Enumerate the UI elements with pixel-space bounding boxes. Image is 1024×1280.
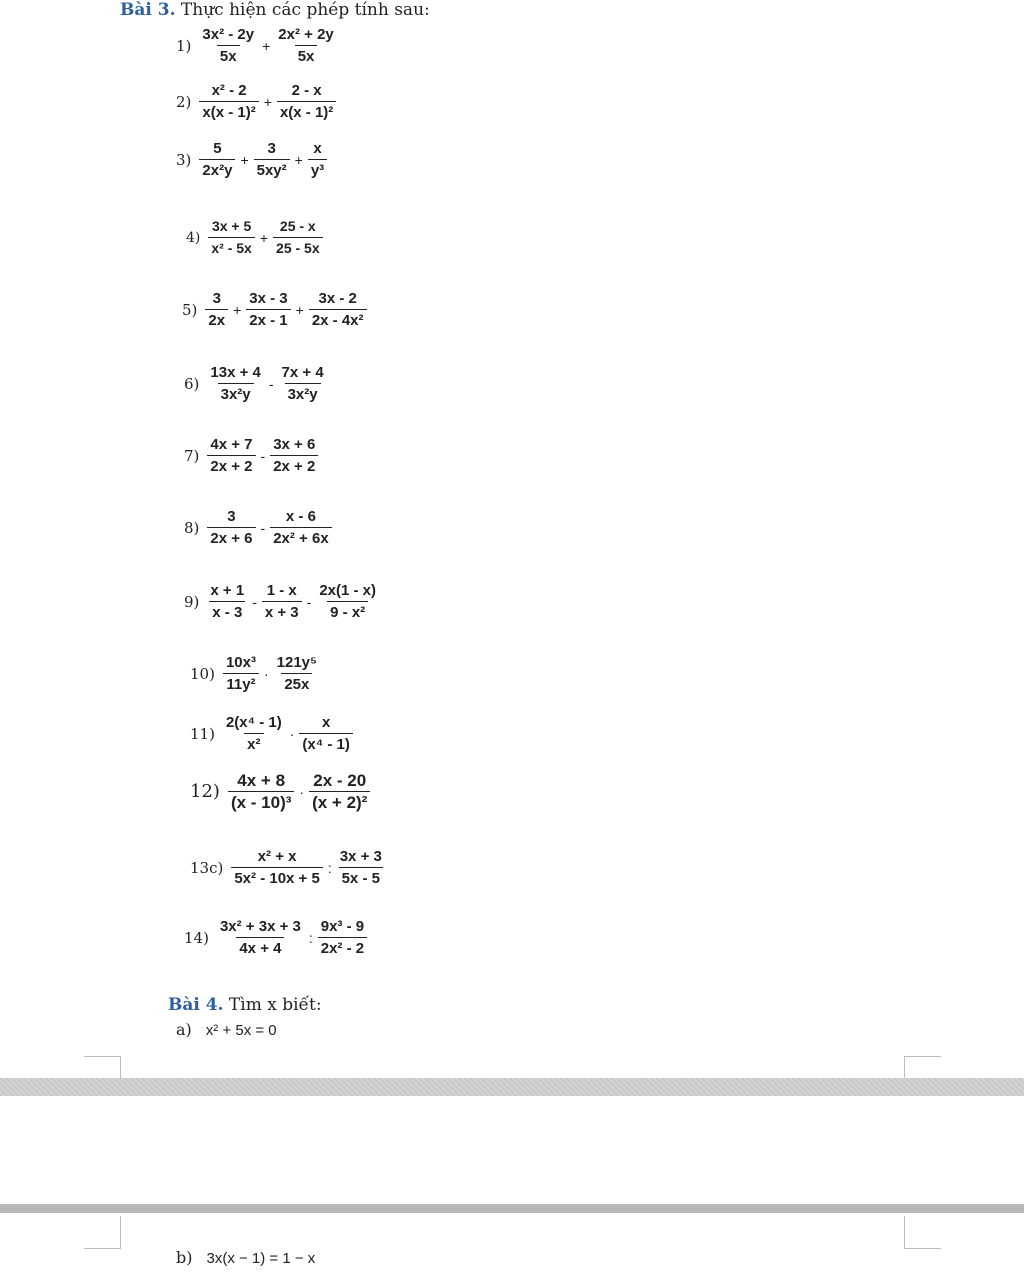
- problem-12: [190, 772, 372, 811]
- problem-number: 2): [176, 92, 192, 111]
- fraction: [316, 582, 379, 621]
- numerator: 3x - 3: [249, 290, 288, 307]
- denominator: 11y²: [223, 673, 258, 693]
- numerator: 2(x⁴ - 1): [225, 714, 282, 731]
- operator: +: [233, 301, 242, 318]
- denominator: 25 - 5x: [273, 237, 323, 257]
- numerator: 2x - 20: [313, 771, 367, 790]
- problem-3: [176, 140, 329, 179]
- numerator: x² + x: [257, 848, 297, 865]
- numerator: x + 1: [210, 582, 245, 599]
- numerator: x: [321, 714, 331, 731]
- problem-number: 11): [190, 724, 215, 743]
- problem-7: [184, 436, 320, 475]
- problem-14: [184, 918, 369, 957]
- fraction: [199, 140, 235, 179]
- numerator: 10x³: [225, 654, 256, 671]
- numerator: 3: [227, 508, 236, 525]
- fraction: [205, 290, 228, 329]
- numerator: x² - 2: [211, 82, 247, 99]
- numerator: 7x + 4: [281, 364, 324, 381]
- numerator: 5: [213, 140, 222, 157]
- denominator: 2x + 2: [270, 455, 318, 475]
- fraction: [207, 436, 255, 475]
- numerator: 3x + 3: [339, 848, 382, 865]
- problem-6: [184, 364, 329, 403]
- exercise-4-instruction: Tìm x biết:: [228, 995, 322, 1015]
- problem-number: 10): [190, 664, 215, 683]
- fraction: [273, 218, 323, 257]
- denominator: 5xy²: [254, 159, 290, 179]
- fraction: [279, 364, 327, 403]
- fraction: [308, 140, 327, 179]
- denominator: x² - 5x: [208, 237, 254, 257]
- exercise-3-label: Bài 3.: [120, 0, 176, 20]
- problem-10: [190, 654, 322, 693]
- fraction: [270, 508, 331, 547]
- operator: +: [294, 151, 303, 168]
- fraction: [337, 848, 385, 887]
- fraction: [207, 508, 255, 547]
- numerator: 4x + 8: [237, 771, 286, 790]
- operator: +: [295, 301, 304, 318]
- numerator: 3x + 5: [211, 218, 252, 234]
- denominator: 5x: [295, 45, 318, 65]
- operator: +: [263, 93, 272, 110]
- numerator: 3x - 2: [318, 290, 357, 307]
- denominator: (x - 10)³: [228, 791, 294, 811]
- fraction: [270, 436, 318, 475]
- numerator: 3x² - 2y: [202, 26, 255, 43]
- numerator: 4x + 7: [210, 436, 253, 453]
- denominator: 5x² - 10x + 5: [231, 867, 322, 887]
- exercise-4a-label: a): [176, 1020, 192, 1039]
- exercise-4a-equation: x² + 5x = 0: [205, 1022, 277, 1039]
- numerator: 121y⁵: [276, 654, 318, 671]
- numerator: 3x + 6: [273, 436, 316, 453]
- fraction: [199, 82, 258, 121]
- denominator: 2x²y: [199, 159, 235, 179]
- denominator: 5x - 5: [339, 867, 383, 887]
- fraction: [223, 714, 285, 753]
- problem-2: [176, 82, 338, 121]
- denominator: 2x² + 6x: [270, 527, 331, 547]
- operator: +: [240, 151, 249, 168]
- fraction: [228, 772, 294, 811]
- problem-number: 14): [184, 928, 209, 947]
- problem-number: 1): [176, 36, 192, 55]
- operator: -: [260, 447, 266, 464]
- denominator: 2x + 2: [207, 455, 255, 475]
- problem-number: 4): [186, 229, 201, 246]
- page-gap: [0, 1096, 1024, 1204]
- fraction: [254, 140, 290, 179]
- fraction: [231, 848, 322, 887]
- exercise-4-label: Bài 4.: [168, 995, 224, 1015]
- numerator: 2x(1 - x): [319, 582, 377, 599]
- denominator: 2x: [205, 309, 228, 329]
- fraction: [207, 582, 247, 621]
- numerator: 13x + 4: [210, 364, 261, 381]
- problem-1: [176, 26, 339, 65]
- operator: -: [306, 593, 312, 610]
- problem-number: 5): [182, 300, 198, 319]
- denominator: y³: [308, 159, 327, 179]
- fraction: [217, 918, 304, 957]
- problem-number: 7): [184, 446, 200, 465]
- denominator: 2x - 4x²: [309, 309, 367, 329]
- exercise-4b: [176, 1248, 315, 1267]
- operator: ·: [289, 725, 295, 742]
- numerator: 2x² + 2y: [278, 26, 334, 43]
- numerator: 9x³ - 9: [320, 918, 365, 935]
- numerator: x: [313, 140, 322, 157]
- denominator: x + 3: [262, 601, 302, 621]
- operator: -: [252, 593, 257, 610]
- exercise-3-heading: [120, 0, 430, 20]
- fraction: [318, 918, 367, 957]
- denominator: x²: [244, 733, 263, 753]
- exercise-4-heading: [168, 995, 322, 1015]
- exercise-4a: [176, 1020, 277, 1039]
- numerator: 1 - x: [266, 582, 297, 599]
- fraction: [274, 654, 320, 693]
- fraction: [277, 82, 336, 121]
- problem-number: 6): [184, 374, 200, 393]
- fraction: [275, 26, 336, 65]
- denominator: 2x + 6: [207, 527, 255, 547]
- problem-5: [182, 290, 369, 329]
- problem-9: [184, 582, 381, 621]
- numerator: 3: [212, 290, 221, 307]
- fraction: [207, 364, 263, 403]
- numerator: 25 - x: [279, 218, 316, 234]
- fraction: [299, 714, 352, 753]
- problem-number: 9): [184, 592, 200, 611]
- problem-4: [186, 218, 325, 257]
- operator: :: [327, 859, 332, 876]
- fraction: [208, 218, 254, 257]
- denominator: 5x: [217, 45, 240, 65]
- fraction: [309, 772, 370, 811]
- operator: -: [260, 519, 266, 536]
- fraction: [262, 582, 302, 621]
- numerator: 3: [267, 140, 276, 157]
- problem-number: 12): [190, 781, 220, 802]
- operator: :: [308, 929, 313, 946]
- operator: -: [268, 375, 274, 392]
- denominator: 3x²y: [218, 383, 254, 403]
- page-corner-mark: [84, 1216, 121, 1249]
- denominator: 4x + 4: [236, 937, 284, 957]
- denominator: x(x - 1)²: [199, 101, 258, 121]
- numerator: 3x² + 3x + 3: [219, 918, 301, 935]
- page-break-separator: [0, 1078, 1024, 1096]
- page-corner-mark: [904, 1216, 941, 1249]
- operator: +: [262, 37, 271, 54]
- problem-8: [184, 508, 334, 547]
- exercise-4b-label: b): [176, 1248, 193, 1267]
- problem-number: 8): [184, 518, 200, 537]
- exercise-4b-equation: 3x(x − 1) = 1 − x: [206, 1250, 316, 1267]
- problem-number: 3): [176, 150, 192, 169]
- denominator: x(x - 1)²: [277, 101, 336, 121]
- problem-13: [190, 848, 387, 887]
- operator: +: [259, 229, 269, 246]
- fraction: [246, 290, 290, 329]
- fraction: [199, 26, 257, 65]
- numerator: 2 - x: [291, 82, 322, 99]
- denominator: 9 - x²: [327, 601, 368, 621]
- denominator: 3x²y: [285, 383, 321, 403]
- operator: ·: [263, 665, 269, 682]
- denominator: (x + 2)²: [309, 791, 370, 811]
- problem-number: 13c): [190, 858, 224, 877]
- exercise-3-instruction: Thực hiện các phép tính sau:: [180, 0, 430, 20]
- numerator: x - 6: [285, 508, 316, 525]
- problem-11: [190, 714, 355, 753]
- operator: ·: [299, 783, 305, 800]
- denominator: 25x: [281, 673, 312, 693]
- page-top-edge: [0, 1204, 1024, 1213]
- denominator: 2x² - 2: [318, 937, 367, 957]
- denominator: x - 3: [209, 601, 245, 621]
- denominator: 2x - 1: [246, 309, 290, 329]
- fraction: [223, 654, 259, 693]
- fraction: [309, 290, 367, 329]
- denominator: (x⁴ - 1): [299, 733, 352, 753]
